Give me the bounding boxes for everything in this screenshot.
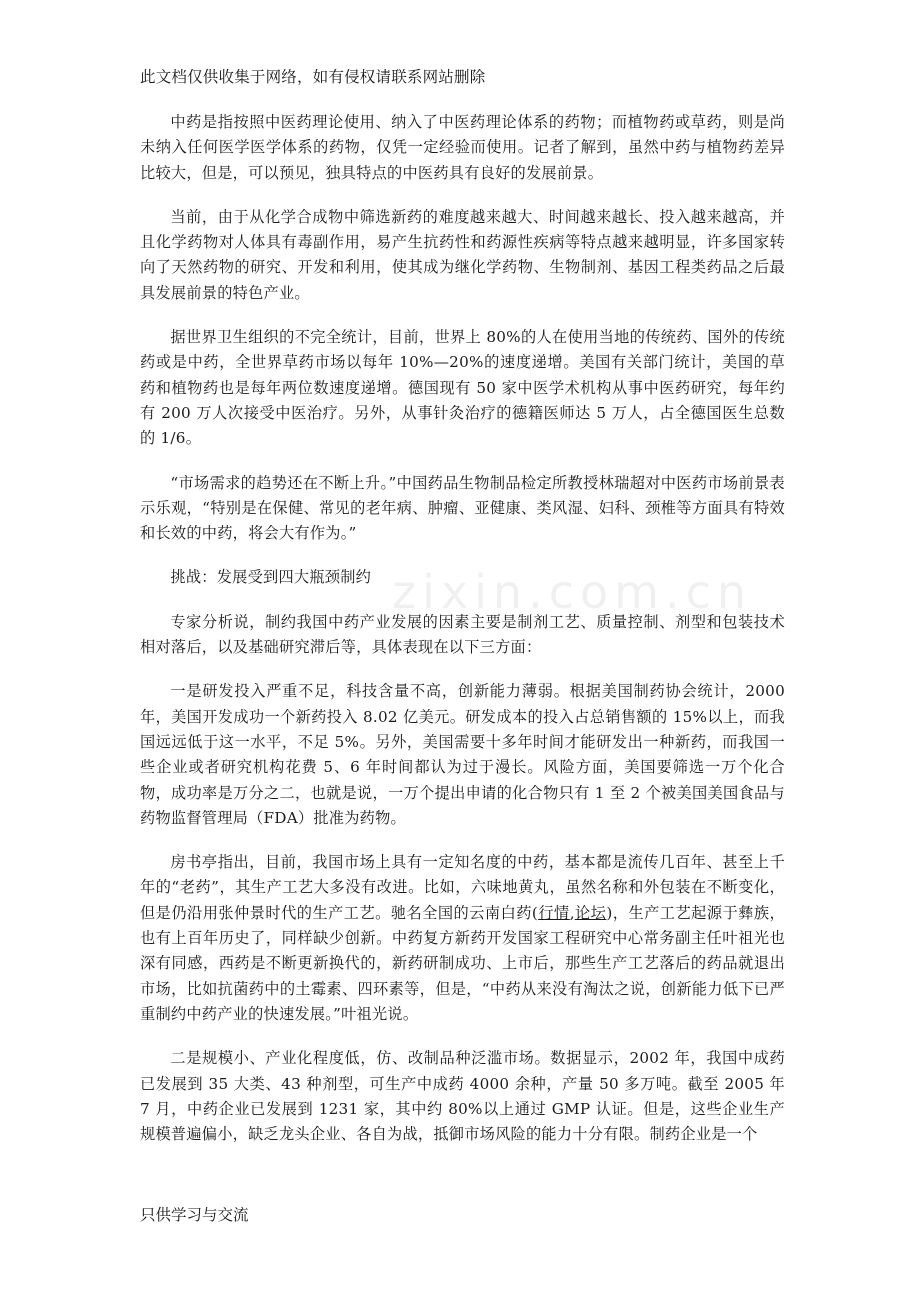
paragraph-fang-after: )，生产工艺起源于彝族，也有上百年历史了，同样缺少创新。中药复方新药开发国家工程研究中心常务副主任叶祖光也深有同感，西药是不断更新换代的，新药研制成功、上市后，那些生产工艺落后的药品就退出市场，比如抗菌药中的土霉素、四环素等，但是，“中药从来没有淘汰之说，创新能力低下已严重制约中药产业的快速发展。”叶祖光说。 <box>140 903 785 1023</box>
paragraph-point-two: 二是规模小、产业化程度低，仿、改制品种泛滥市场。数据显示，2002 年，我国中成药已发展到 35 大类、43 种剂型，可生产中成药 4000 余种，产量 50 多万吨。截至 2005 年 7 月，中药企业已发展到 1231 家，其中约 80%以上通过 GMP 认证。但是，这些企业生产规模普遍偏小，缺乏龙头企业、各自为战，抵御市场风险的能力十分有限。制药企业是一个 <box>140 1049 785 1144</box>
paragraph-quote: “市场需求的趋势还在不断上升。”中国药品生物制品检定所教授林瑞超对中医药市场前景表示乐观，“特别是在保健、常见的老年病、肿瘤、亚健康、类风湿、妇科、颈椎等方面具有特效和长效的中药，将会大有作为。” <box>140 473 785 543</box>
document-body <box>140 110 785 1166</box>
watermark: zixin.com.cn <box>392 565 753 619</box>
document-header: 此文档仅供收集于网络，如有侵权请联系网站删除 <box>140 68 486 86</box>
paragraph-fang-before: 房书亭指出，目前，我国市场上具有一定知名度的中药，基本都是流传几百年、甚至上千年的“老药”，其生产工艺大多没有改进。比如，六味地黄丸，虽然名称和外包装在不断变化，但是仍沿用张仲景时代的生产工艺。驰名全国的云南白药( <box>140 853 785 922</box>
link-separator: , <box>569 903 575 922</box>
section-heading: 挑战：发展受到四大瓶颈制约 <box>170 568 372 587</box>
paragraph-fang <box>140 850 785 1027</box>
paragraph-current: 当前，由于从化学合成物中筛选新药的难度越来越大、时间越来越长、投入越来越高，并且化学药物对人体具有毒副作用，易产生抗药性和药源性疾病等特点越来越明显，许多国家转向了天然药物的研究、开发和利用，使其成为继化学药物、生物制剂、基因工程类药品之后最具发展前景的特色产业。 <box>140 207 785 302</box>
paragraph-statistics: 据世界卫生组织的不完全统计，目前，世界上 80%的人在使用当地的传统药、国外的传统药或是中药，全世界草药市场以每年 10%—20%的速度递增。美国有关部门统计，美国的草药和植物药也是每年两位数速度递增。德国现有 50 家中医学术机构从事中医药研究，每年约有 200 万人次接受中医治疗。另外，从事针灸治疗的德籍医师达 5 万人，占全德国医生总数的 1/6。 <box>140 328 785 448</box>
document-footer: 只供学习与交流 <box>140 1206 249 1224</box>
quote-link[interactable]: 行情 <box>538 903 570 922</box>
paragraph-intro: 中药是指按照中医药理论使用、纳入了中医药理论体系的药物；而植物药或草药，则是尚未纳入任何医学医学体系的药物，仅凭一定经验而使用。记者了解到，虽然中药与植物药差异比较大，但是，可以预见，独具特点的中医药具有良好的发展前景。 <box>140 113 785 182</box>
paragraph-analysis: 专家分析说，制约我国中药产业发展的因素主要是制剂工艺、质量控制、剂型和包装技术相对落后，以及基础研究滞后等，具体表现在以下三方面： <box>140 612 785 657</box>
paragraph-point-one: 一是研发投入严重不足，科技含量不高，创新能力薄弱。根据美国制药协会统计，2000 年，美国开发成功一个新药投入 8.02 亿美元。研发成本的投入占总销售额的 15%以上，而我国远远低于这一水平，不足 5%。另外，美国需要十多年时间才能研发出一种新药，而我国一些企业或者研究机构花费 5、6 年时间都认为过于漫长。风险方面，美国要筛选一万个化合物，成功率是万分之二，也就是说，一万个提出申请的化合物只有 1 至 2 个被美国美国食品与药物监督管理局（FDA）批准为药物。 <box>140 682 785 827</box>
forum-link[interactable]: 论坛 <box>574 903 607 922</box>
